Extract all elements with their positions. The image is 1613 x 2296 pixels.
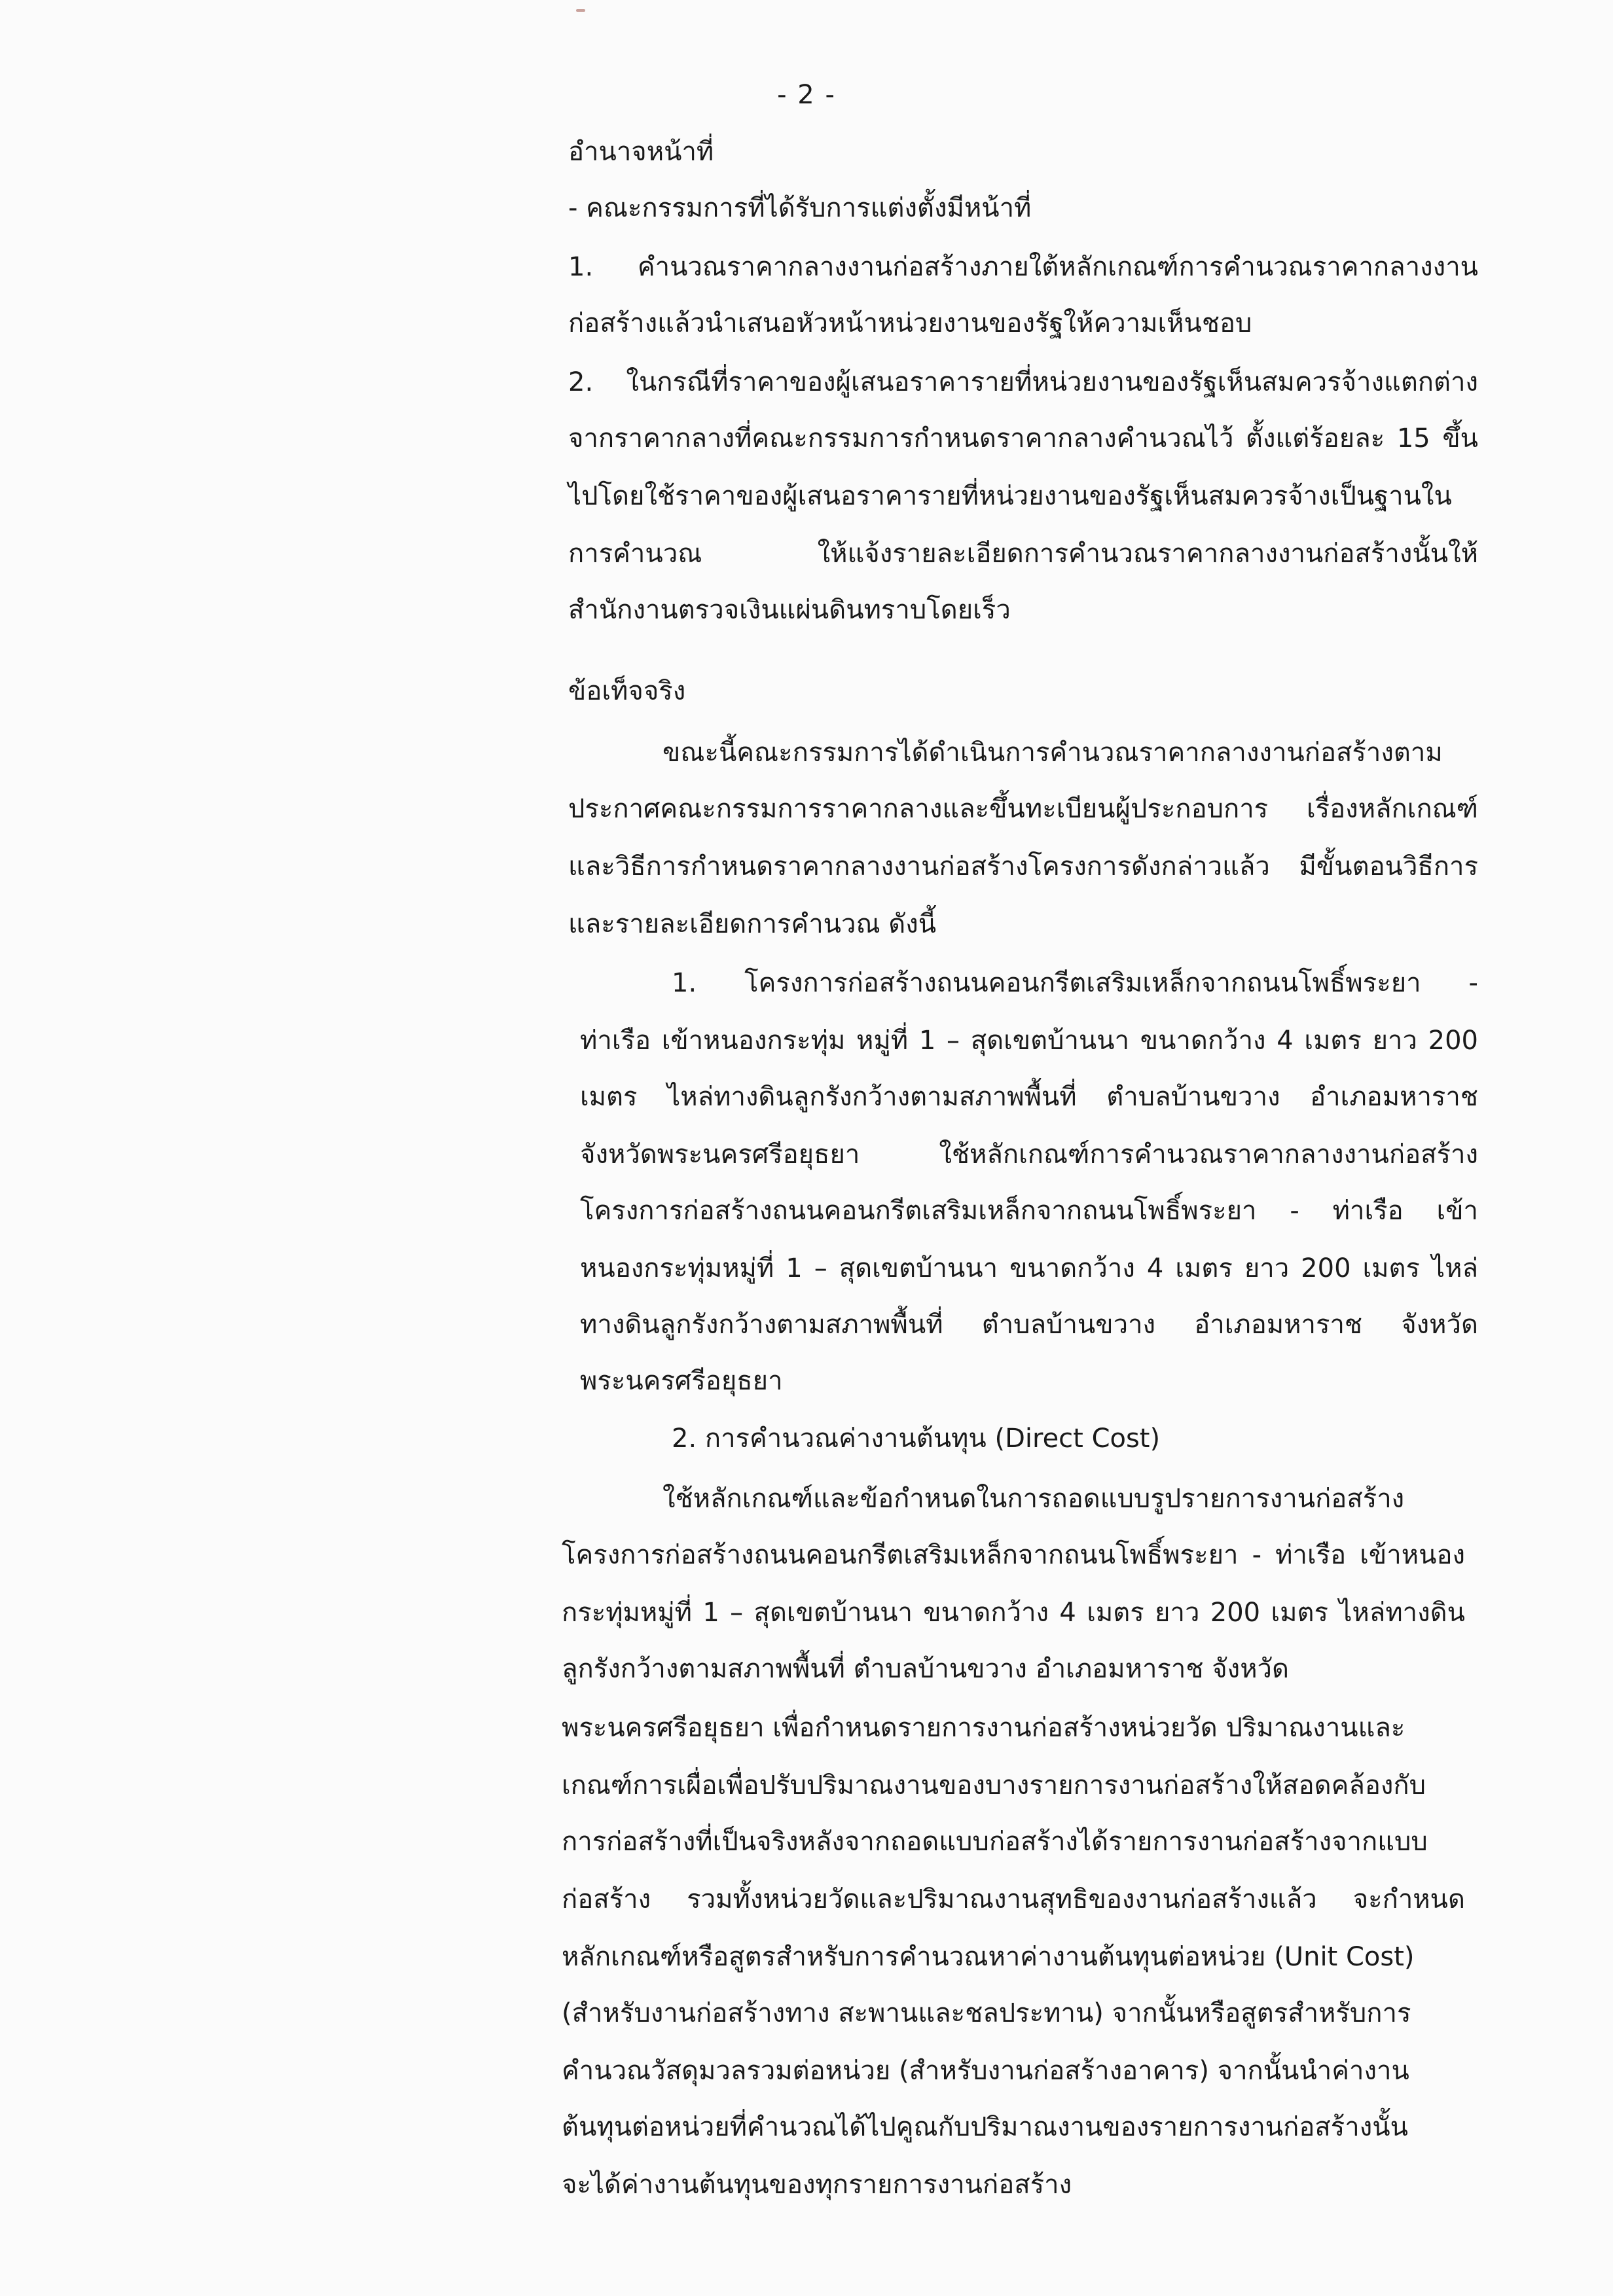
facts-intro-line: ขณะนี้คณะกรรมการได้ดำเนินการคำนวณราคากลางงานก่อสร้างตาม — [662, 738, 1443, 768]
facts-item2-heading: 2. การคำนวณค่างานต้นทุน (Direct Cost) — [672, 1424, 1161, 1454]
facts-item2-line: การก่อสร้างที่เป็นจริงหลังจากถอดแบบก่อสร้างได้รายการงานก่อสร้างจากแบบ — [562, 1827, 1428, 1857]
facts-item1-line: พระนครศรีอยุธยา — [580, 1366, 783, 1396]
facts-item2-line: ต้นทุนต่อหน่วยที่คำนวณได้ไปคูณกับปริมาณงานของรายการงานก่อสร้างนั้น — [562, 2112, 1408, 2142]
facts-item1-line: 1. โครงการก่อสร้างถนนคอนกรีตเสริมเหล็กจากถนนโพธิ์พระยา - — [672, 968, 1478, 998]
facts-item2-line: (สำหรับงานก่อสร้างทาง สะพานและชลประทาน) จากนั้นหรือสูตรสำหรับการ — [562, 1998, 1411, 2028]
facts-item1-line: ท่าเรือ เข้าหนองกระทุ่ม หมู่ที่ 1 – สุดเขตบ้านนา ขนาดกว้าง 4 เมตร ยาว 200 — [580, 1026, 1478, 1056]
authority-item2-line: จากราคากลางที่คณะกรรมการกำหนดราคากลางคำนวณไว้ ตั้งแต่ร้อยละ 15 ขึ้น — [568, 423, 1478, 454]
authority-item2-line: ไปโดยใช้ราคาของผู้เสนอราคารายที่หน่วยงานของรัฐเห็นสมควรจ้างเป็นฐานใน — [568, 481, 1452, 511]
authority-heading: อำนาจหน้าที่ — [568, 137, 714, 167]
facts-item2-line: คำนวณวัสดุมวลรวมต่อหน่วย (สำหรับงานก่อสร้างอาคาร) จากนั้นนำค่างาน — [562, 2056, 1409, 2086]
scan-mark — [576, 9, 585, 12]
facts-item2-line: กระทุ่มหมู่ที่ 1 – สุดเขตบ้านนา ขนาดกว้าง 4 เมตร ยาว 200 เมตร ไหล่ทางดิน — [562, 1598, 1465, 1628]
facts-item2-line: โครงการก่อสร้างถนนคอนกรีตเสริมเหล็กจากถนนโพธิ์พระยา - ท่าเรือ เข้าหนอง — [562, 1540, 1465, 1570]
authority-item2-line: 2. ในกรณีที่ราคาของผู้เสนอราคารายที่หน่วยงานของรัฐเห็นสมควรจ้างแตกต่าง — [568, 367, 1478, 397]
facts-item2-line: ใช้หลักเกณฑ์และข้อกำหนดในการถอดแบบรูปรายการงานก่อสร้าง — [662, 1484, 1405, 1514]
facts-intro-line: และรายละเอียดการคำนวณ ดังนี้ — [568, 909, 937, 939]
authority-item1-line: ก่อสร้างแล้วนำเสนอหัวหน้าหน่วยงานของรัฐให้ความเห็นชอบ — [568, 308, 1252, 338]
authority-item1-line: 1. คำนวณราคากลางงานก่อสร้างภายใต้หลักเกณฑ์การคำนวณราคากลางงาน — [568, 252, 1478, 282]
facts-item1-line: โครงการก่อสร้างถนนคอนกรีตเสริมเหล็กจากถนนโพธิ์พระยา - ท่าเรือ เข้า — [580, 1196, 1478, 1226]
facts-item1-line: เมตร ไหล่ทางดินลูกรังกว้างตามสภาพพื้นที่ ตำบลบ้านขวาง อำเภอมหาราช — [580, 1082, 1478, 1112]
facts-item2-line: จะได้ค่างานต้นทุนของทุกรายการงานก่อสร้าง — [562, 2170, 1072, 2200]
facts-item1-line: หนองกระทุ่มหมู่ที่ 1 – สุดเขตบ้านนา ขนาดกว้าง 4 เมตร ยาว 200 เมตร ไหล่ — [580, 1253, 1478, 1283]
facts-item1-line: จังหวัดพระนครศรีอยุธยา ใช้หลักเกณฑ์การคำนวณราคากลางงานก่อสร้าง — [580, 1139, 1478, 1170]
facts-item2-line: เกณฑ์การเผื่อเพื่อปรับปริมาณงานของบางรายการงานก่อสร้างให้สอดคล้องกับ — [562, 1770, 1426, 1801]
facts-item2-line: ลูกรังกว้างตามสภาพพื้นที่ ตำบลบ้านขวาง อำเภอมหาราช จังหวัด — [562, 1654, 1289, 1684]
authority-item2-line: สำนักงานตรวจเงินแผ่นดินทราบโดยเร็ว — [568, 595, 1011, 625]
facts-intro-line: ประกาศคณะกรรมการราคากลางและขึ้นทะเบียนผู้ประกอบการ เรื่องหลักเกณฑ์ — [568, 794, 1478, 824]
facts-item2-line: พระนครศรีอยุธยา เพื่อกำหนดรายการงานก่อสร้างหน่วยวัด ปริมาณงานและ — [562, 1713, 1405, 1743]
facts-heading: ข้อเท็จจริง — [568, 676, 686, 706]
authority-item2-line: การคำนวณ ให้แจ้งรายละเอียดการคำนวณราคากลางงานก่อสร้างนั้นให้ — [568, 539, 1478, 569]
facts-intro-line: และวิธีการกำหนดราคากลางงานก่อสร้างโครงการดังกล่าวแล้ว มีขั้นตอนวิธีการ — [568, 852, 1478, 882]
facts-item2-line: หลักเกณฑ์หรือสูตรสำหรับการคำนวณหาค่างานต้นทุนต่อหน่วย (Unit Cost) — [562, 1942, 1415, 1972]
authority-intro: - คณะกรรมการที่ได้รับการแต่งตั้งมีหน้าที่ — [568, 193, 1032, 223]
facts-item2-line: ก่อสร้าง รวมทั้งหน่วยวัดและปริมาณงานสุทธิของงานก่อสร้างแล้ว จะกำหนด — [562, 1884, 1465, 1914]
facts-item1-line: ทางดินลูกรังกว้างตามสภาพพื้นที่ ตำบลบ้านขวาง อำเภอมหาราช จังหวัด — [580, 1310, 1478, 1340]
page-number: - 2 - — [777, 80, 836, 110]
